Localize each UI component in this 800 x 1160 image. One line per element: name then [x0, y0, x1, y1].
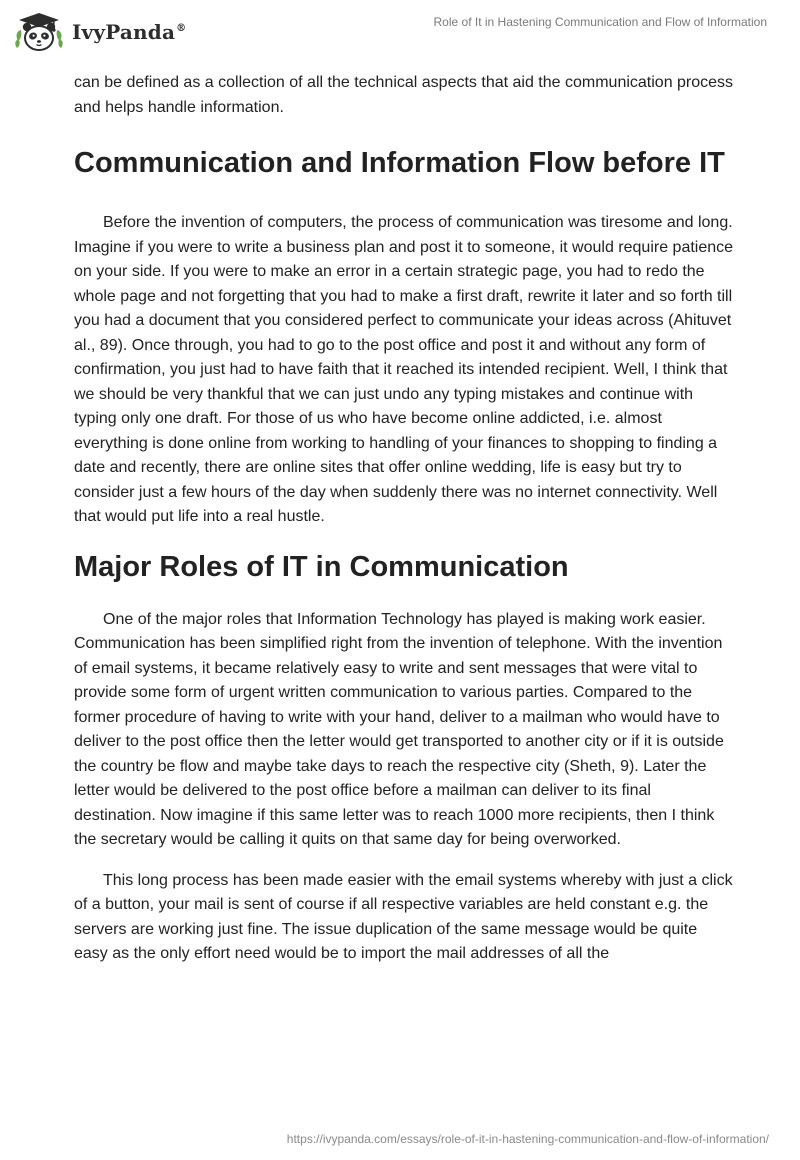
section-heading-before-it: Communication and Information Flow before IT: [74, 147, 725, 179]
section-heading-major-roles: Major Roles of IT in Communication: [74, 550, 569, 583]
brand-name: IvyPanda®: [72, 20, 187, 44]
intro-paragraph-fragment: can be defined as a collection of all the technical aspects that aid the communication process and helps handle information.: [74, 74, 734, 116]
registered-mark: ®: [176, 23, 187, 35]
document-title: Role of It in Hastening Communication and Flow of Information: [433, 15, 767, 29]
panda-graduate-icon: [14, 11, 64, 53]
page-header: [0, 0, 800, 62]
paragraph-major-roles-1: One of the major roles that Information Technology has played is making work easier. Communication has been simplified right from the invention of telephone. With the invention of email systems, it became relatively easy to write and sent messages that were vital to provide some form of urgent written communication to various parties. Compared to the former procedure of having to write with your hand, deliver to a mailman who would have to deliver to the post office then the letter would get transported to another city or if it is outside the country be flow and maybe take days to reach the respective city (Sheth, 9). Later the letter would be delivered to the post office before a mailman can deliver to its final destination. Now imagine if this same letter was to reach 1000 more recipients, then I think the secretary would be calling it quits on that same day for being overworked.: [74, 610, 724, 848]
paragraph-major-roles-2: This long process has been made easier with the email systems whereby with just a click of a button, your mail is sent of course if all respective variables are held constant e.g. the servers are working just fine. The issue duplication of the same message would be quite easy as the only effort need would be to import the mail addresses of all the: [74, 871, 733, 962]
source-url[interactable]: https://ivypanda.com/essays/role-of-it-in-hastening-communication-and-flow-of-information/: [286, 1132, 769, 1146]
essay-content: [74, 71, 734, 983]
ivypanda-logo[interactable]: [14, 10, 186, 54]
paragraph-before-it: Before the invention of computers, the process of communication was tiresome and long. Imagine if you were to write a business plan and post it to someone, it would require patience on your side. If you were to make an error in a certain strategic page, you had to redo the whole page and not forgetting that you had to make a first draft, rewrite it later and so forth till you had a document that you considered perfect to communicate your ideas across (Ahituvet al., 89). Once through, you had to go to the post office and post it and without any form of confirmation, you just had to have faith that it reached its intended recipient. Well, I think that we should be very thankful that we can just undo any typing mistakes and continue with typing only one draft. For those of us who have become online addicted, i.e. almost everything is done online from working to handling of your finances to shopping to finding a date and recently, there are online sites that offer online wedding, life is easy but try to consider just a few hours of the day when suddenly there was no internet connectivity. Well that would put life into a real hustle.: [74, 214, 734, 525]
